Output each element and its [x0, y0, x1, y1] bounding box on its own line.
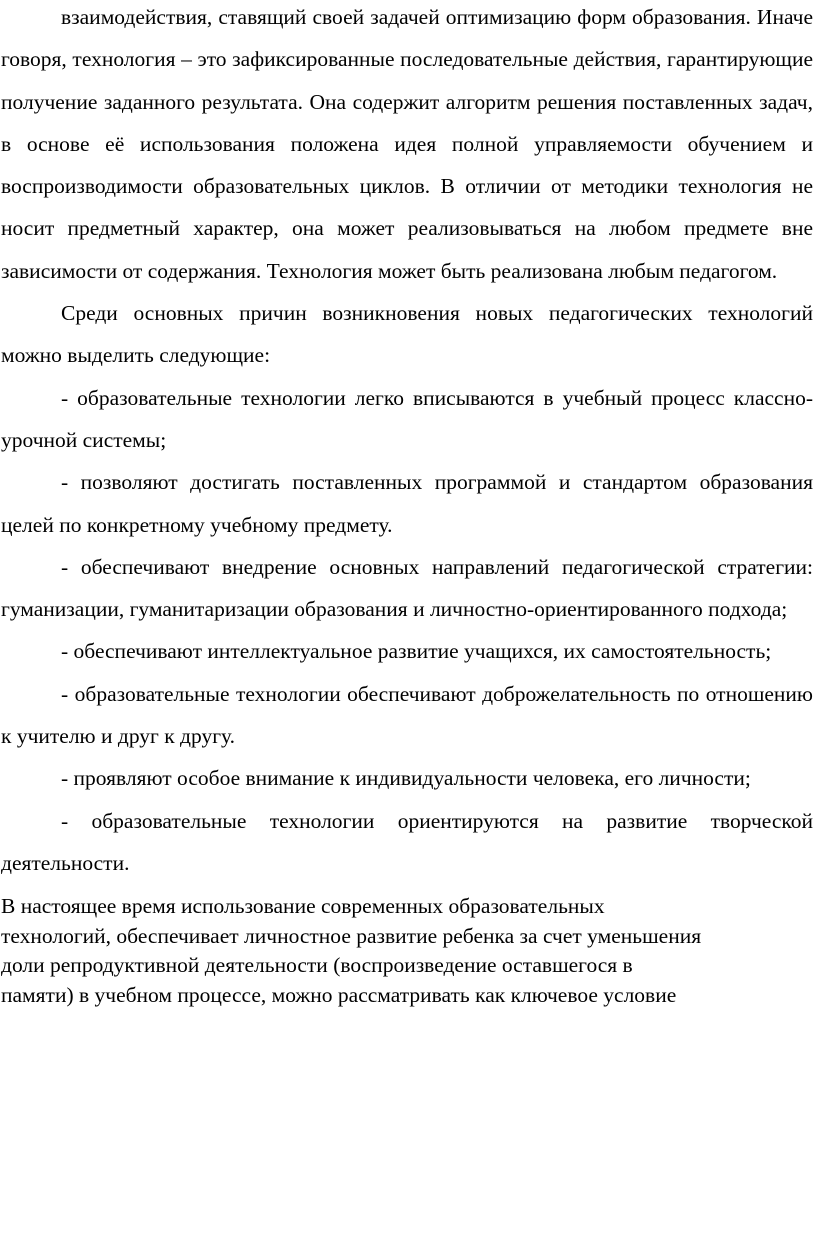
paragraph-technology-definition: взаимодействия, ставящий своей задачей оптимизацию форм образования. Иначе говоря, технология – это зафиксированные последовательные действия, гарантирующие получение заданного результата. Она содержит алгоритм решения поставленных задач, в основе её использования положена идея полной управляемости обучением и воспроизводимости образовательных циклов. В отличии от методики технология не носит предметный характер, она может реализовываться на любом предмете вне зависимости от содержания. Технология может быть реализована любым педагогом. — [1, 5, 813, 283]
closing-line-1: В настоящее время использование современных образовательных — [1, 894, 605, 919]
list-item-reason-7: - образовательные технологии ориентируются на развитие творческой деятельности. — [1, 808, 813, 875]
closing-line-2: технологий, обеспечивает личностное развитие ребенка за счет уменьшения — [1, 923, 702, 948]
list-item-reason-4: - обеспечивают интеллектуальное развитие учащихся, их самостоятельность; — [61, 639, 772, 664]
list-item-reason-3: - обеспечивают внедрение основных направлений педагогической стратегии: гуманизации, гуманитаризации образования и личностно-ориентированного подхода; — [1, 554, 813, 622]
list-item-reason-1: - образовательные технологии легко вписываются в учебный процесс классно-урочной системы; — [1, 385, 813, 452]
closing-line-4: памяти) в учебном процессе, можно рассматривать как ключевое условие — [1, 983, 677, 1008]
list-item-reason-6: - проявляют особое внимание к индивидуальности человека, его личности; — [61, 766, 751, 791]
paragraph-closing — [1, 892, 813, 1010]
list-item-reason-5: - образовательные технологии обеспечивают доброжелательность по отношению к учителю и друг к другу. — [1, 681, 813, 749]
list-item-reason-2: - позволяют достигать поставленных программой и стандартом образования целей по конкретному учебному предмету. — [1, 470, 813, 537]
closing-line-3: доли репродуктивной деятельности (воспроизведение оставшегося в — [1, 953, 633, 978]
paragraph-reasons-intro: Среди основных причин возникновения новых педагогических технологий можно выделить следующие: — [1, 301, 813, 368]
